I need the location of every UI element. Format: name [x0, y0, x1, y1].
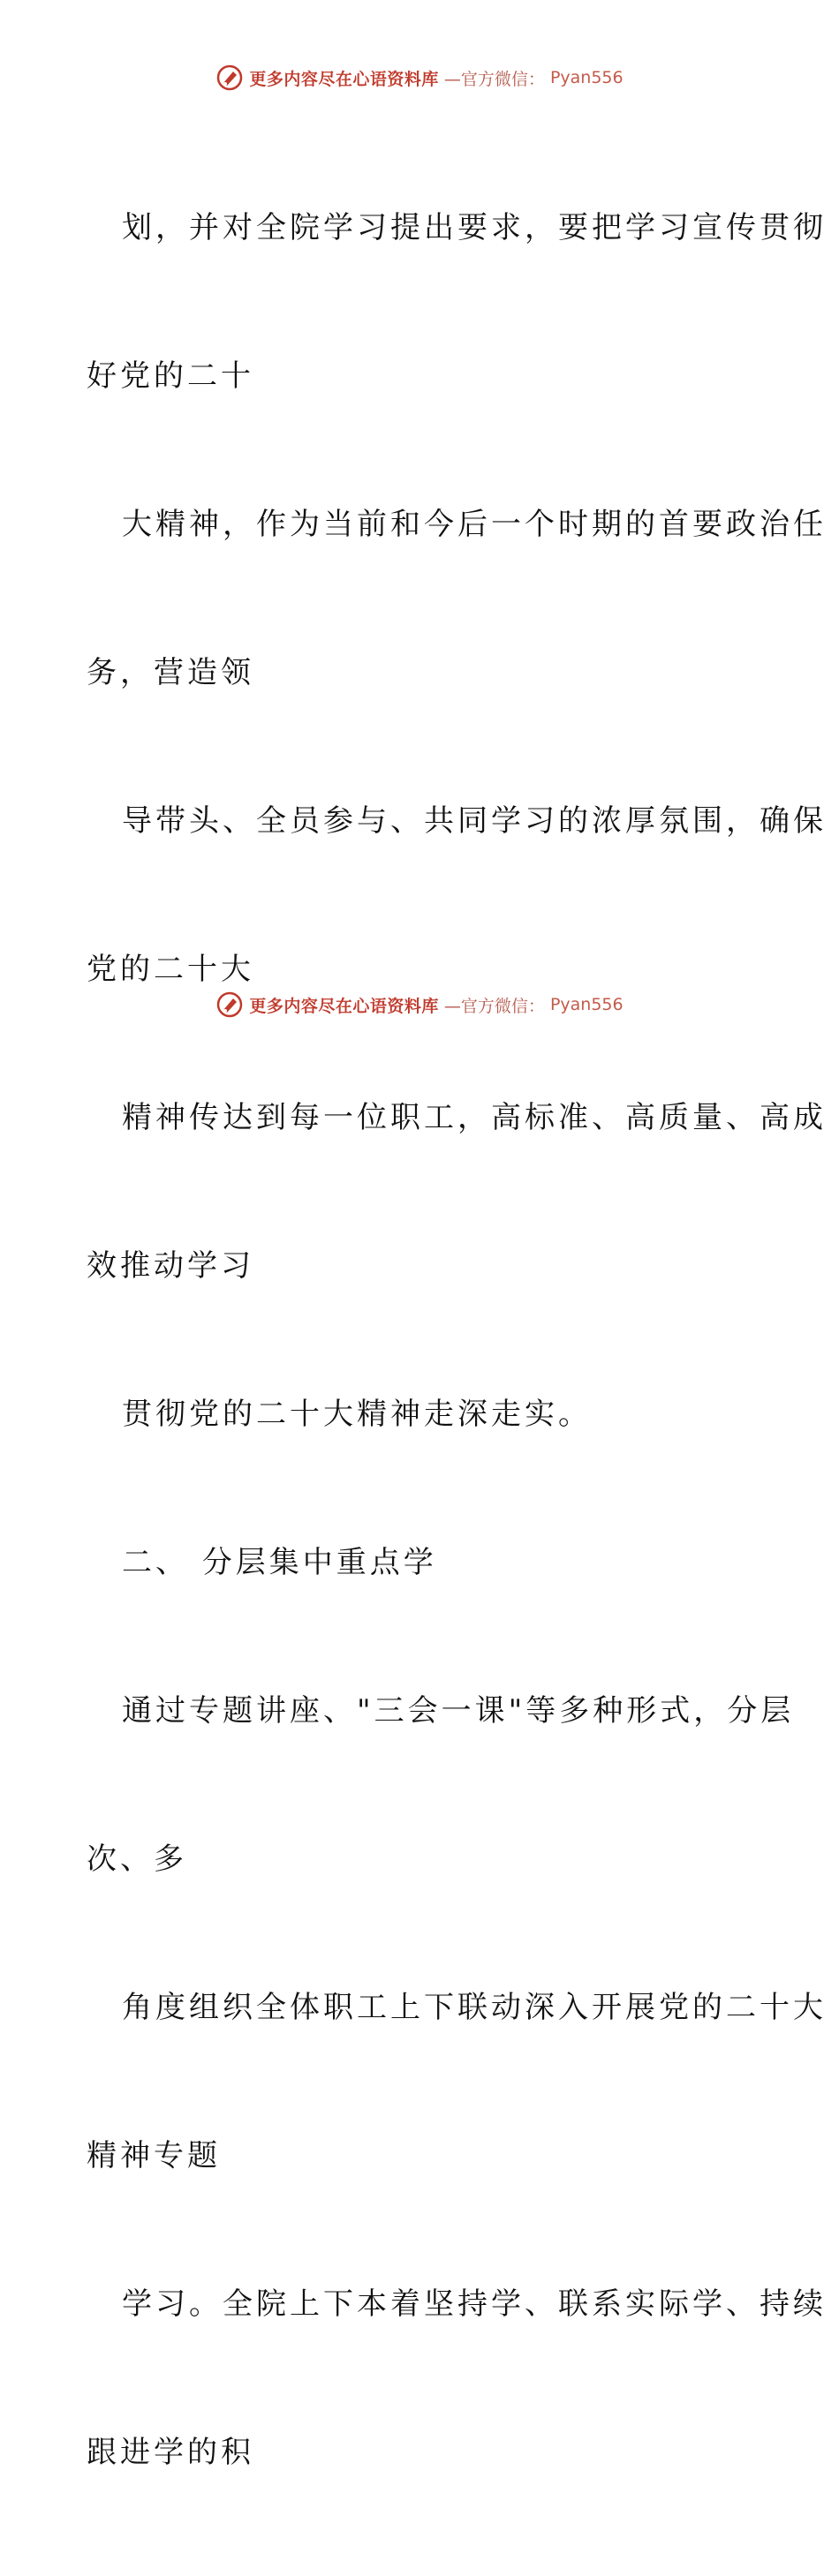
text-line: 划，并对全院学习提出要求，要把学习宣传贯彻: [122, 210, 827, 245]
footer-banner: [0, 990, 839, 1019]
text-line: 务，营造领: [87, 655, 254, 690]
document-body: [87, 104, 827, 2576]
text-line: 精神专题: [87, 2138, 221, 2173]
header-banner: [0, 64, 839, 92]
text-line: 大精神，作为当前和今后一个时期的首要政治任: [122, 507, 827, 542]
text-line: 贯彻党的二十大精神走深走实。: [122, 1397, 592, 1432]
text-line: 精神传达到每一位职工，高标准、高质量、高成: [122, 1100, 827, 1135]
text-line: 次、多: [87, 1842, 187, 1877]
footer-wechat-id: Pyan556: [549, 995, 624, 1014]
header-wechat-label: —官方微信：: [443, 69, 545, 89]
header-wechat-id: Pyan556: [549, 68, 624, 87]
text-line: 跟进学的积: [87, 2435, 254, 2470]
footer-brand-text: 更多内容尽在心语资料库: [249, 996, 439, 1016]
footer-wechat-label: —官方微信：: [443, 996, 545, 1016]
text-line: 角度组织全体职工上下联动深入开展党的二十大: [122, 1990, 827, 2025]
text-line: 好党的二十: [87, 358, 254, 394]
text-line: 学习。全院上下本着坚持学、联系实际学、持续: [122, 2286, 827, 2322]
section-heading: 二、 分层集中重点学: [122, 1545, 437, 1580]
text-line: 效推动学习: [87, 1248, 254, 1284]
header-brand-text: 更多内容尽在心语资料库: [249, 69, 439, 89]
pen-nib-logo-icon: [215, 990, 244, 1019]
body-text: [87, 104, 827, 2576]
text-line: 通过专题讲座、"三会一课"等多种形式，分层: [122, 1693, 795, 1729]
text-line: 导带头、全员参与、共同学习的浓厚氛围，确保: [122, 803, 827, 839]
text-line: 党的二十大: [87, 952, 254, 987]
pen-nib-logo-icon: [215, 64, 244, 92]
